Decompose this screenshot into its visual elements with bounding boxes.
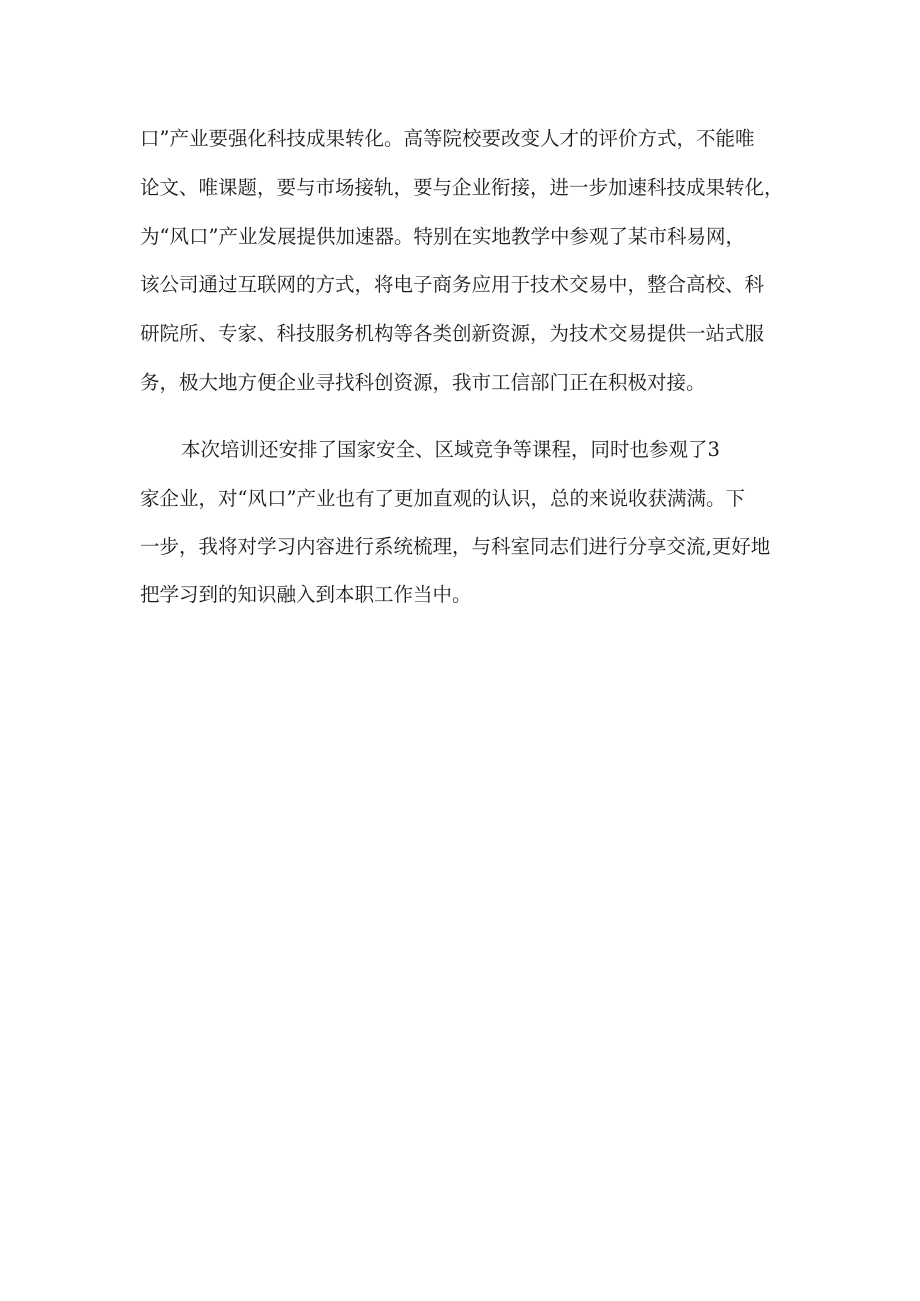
paragraph-line: 本次培训还安排了国家安全、区域竞争等课程，同时也参观了3	[181, 438, 720, 461]
paragraph-line: 研院所、专家、科技服务机构等各类创新资源，为技术交易提供一站式服	[140, 322, 765, 345]
paragraph-line: 口”产业要强化科技成果转化。高等院校要改变人才的评价方式，不能唯	[140, 127, 755, 150]
paragraph-line: 论文、唯课题，要与市场接轨，要与企业衔接，进一步加速科技成果转化，	[140, 176, 784, 199]
paragraph-line: 为“风口”产业发展提供加速器。特别在实地教学中参观了某市科易网，	[140, 225, 745, 248]
paragraph-line: 把学习到的知识融入到本职工作当中。	[140, 583, 472, 606]
paragraph-line: 一步，我将对学习内容进行系统梳理，与科室同志们进行分享交流,更好地	[140, 535, 771, 558]
paragraph-line: 该公司通过互联网的方式，将电子商务应用于技术交易中，整合高校、科	[140, 273, 765, 296]
paragraph-line: 家企业，对“风口”产业也有了更加直观的认识，总的来说收获满满。下	[140, 487, 745, 510]
paragraph-line: 务，极大地方便企业寻找科创资源，我市工信部门正在积极对接。	[140, 371, 706, 394]
